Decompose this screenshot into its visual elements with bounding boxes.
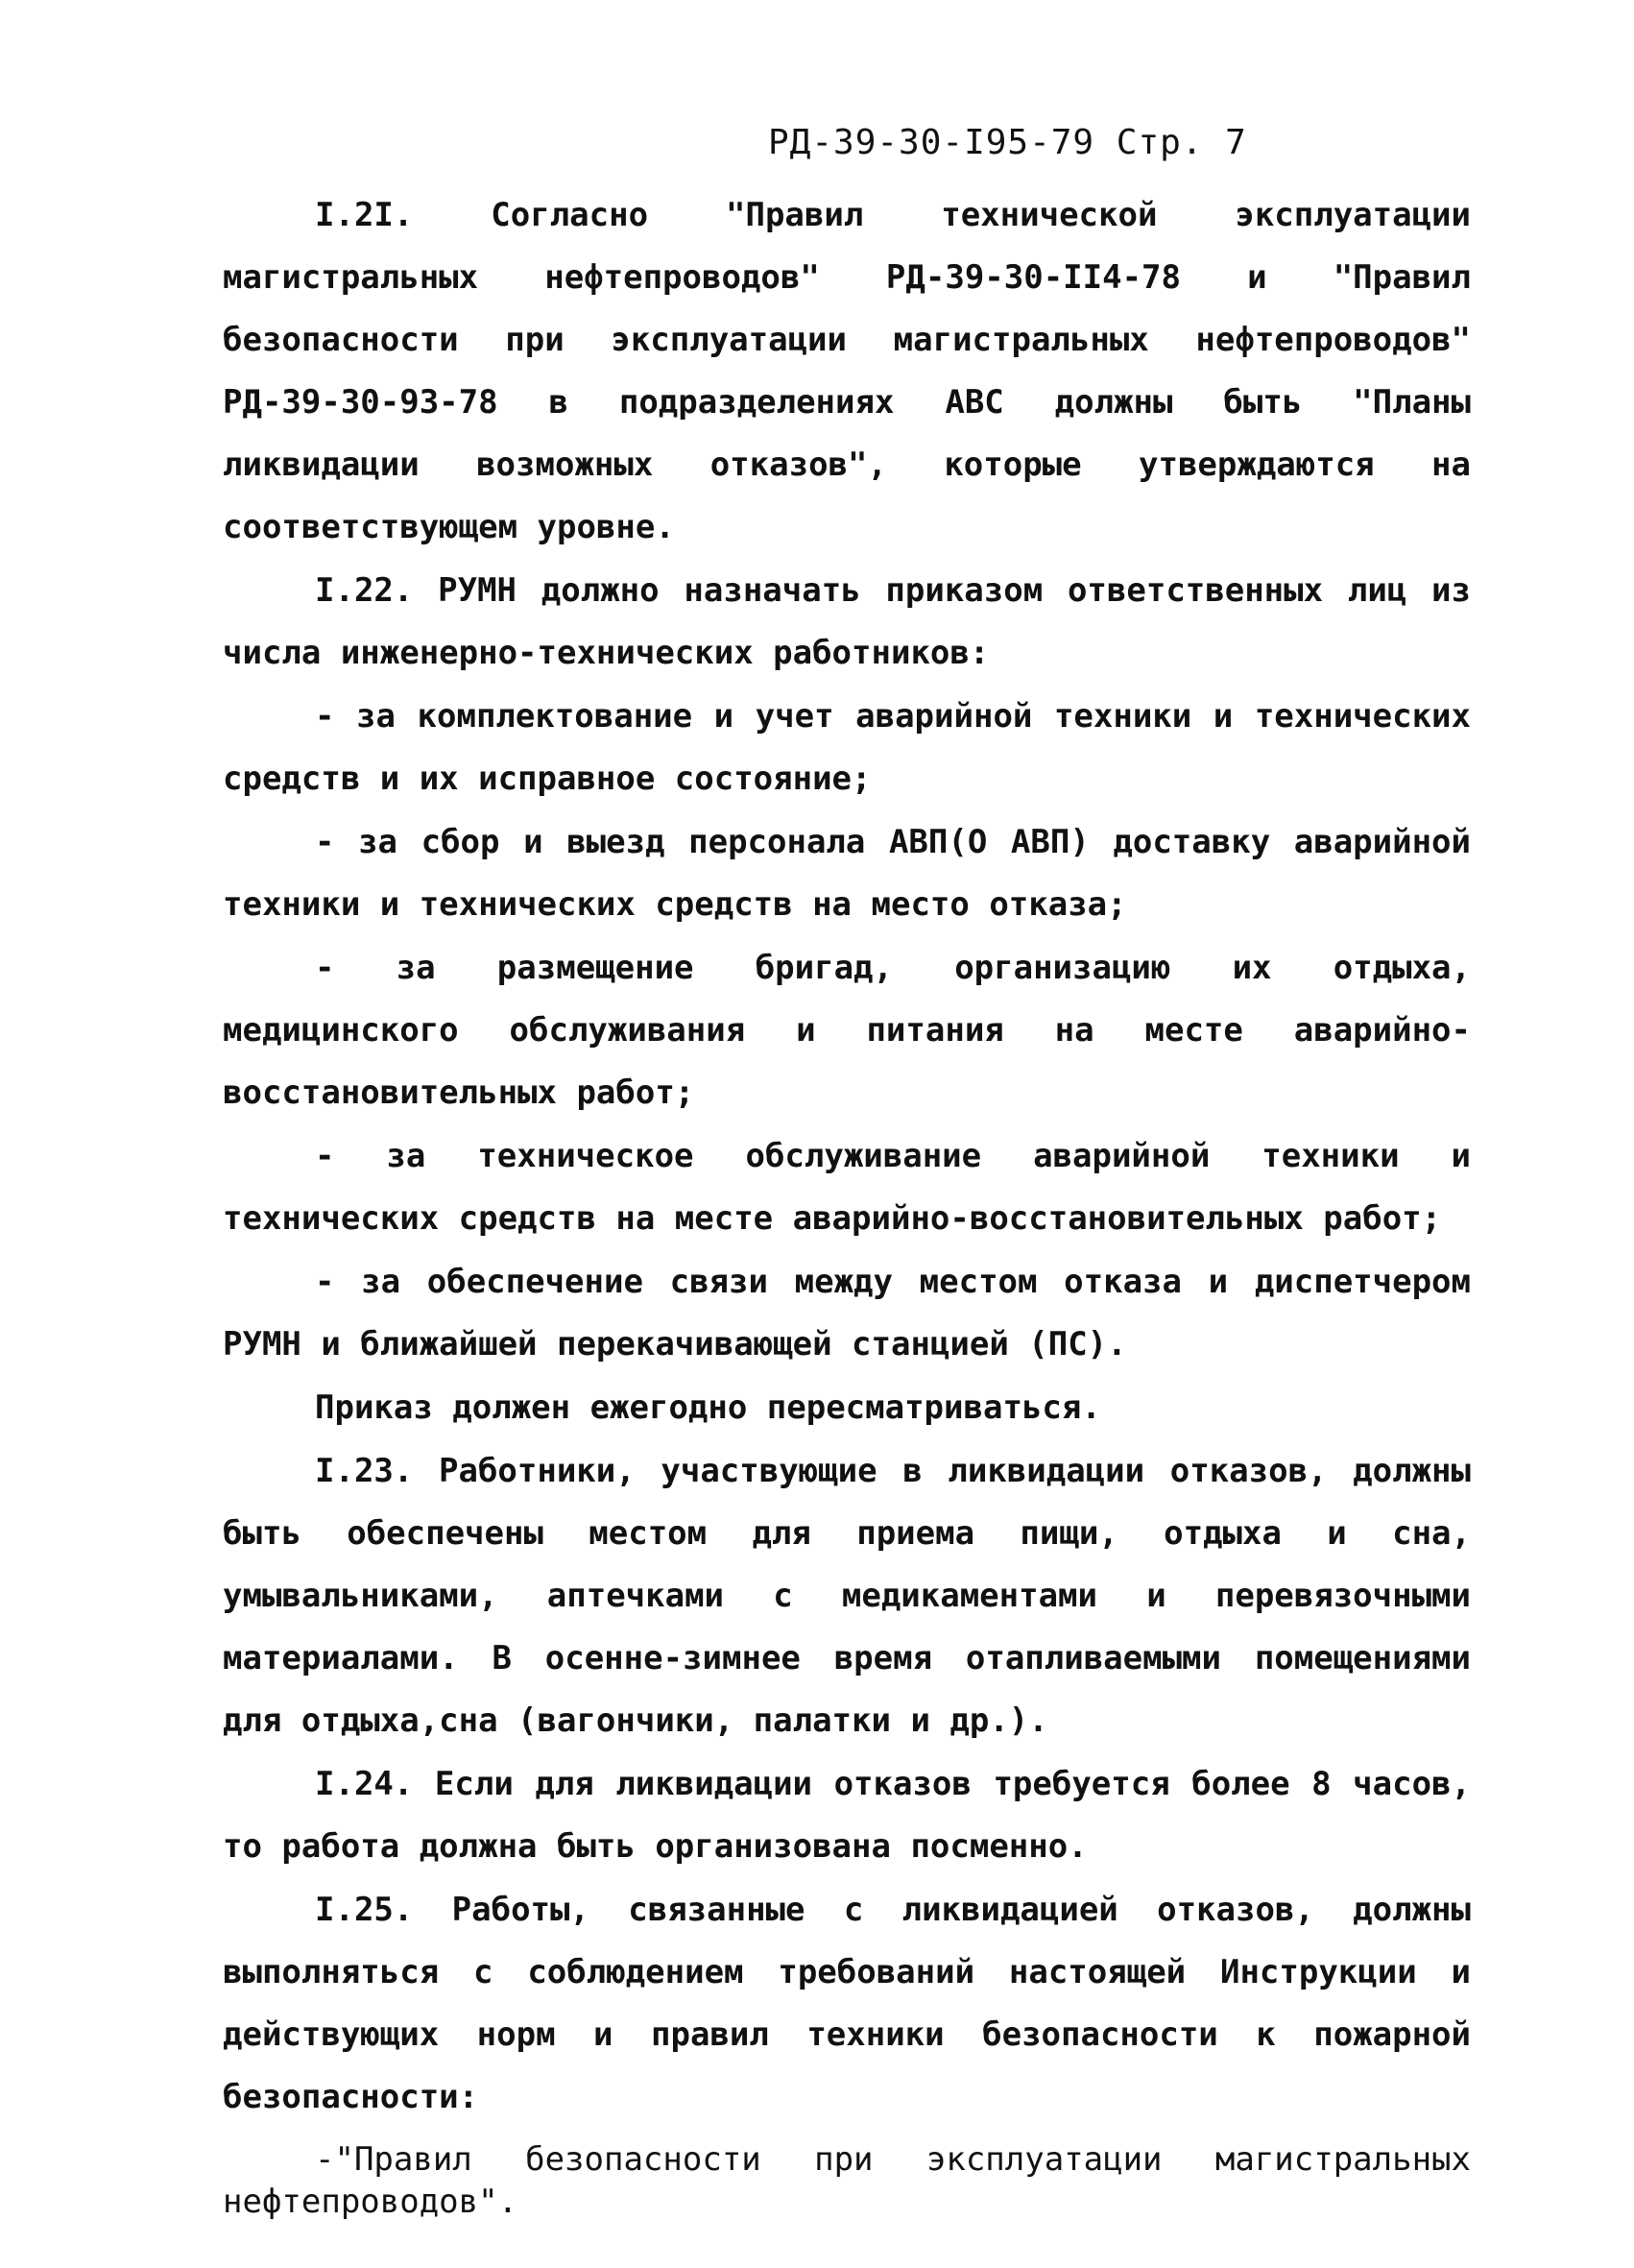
- document-body: [223, 184, 1471, 2224]
- paragraph-1-24: I.24. Если для ликвидации отказов требуется более 8 часов, то работа должна быть организована посменно.: [223, 1765, 1471, 1866]
- page-header: РД-39-30-I95-79 Стр. 7: [768, 123, 1247, 162]
- paragraph-1-21: I.2I. Согласно "Правил технической эксплуатации магистральных нефтепроводов" РД-39-30-II4-78 и "Правил безопасности при эксплуатации магистральных нефтепроводов" РД-39-30-93-78 в подразделениях АВС должны быть "Планы ликвидации возможных отказов", которые утверждаются на соответствующем уровне.: [223, 196, 1471, 546]
- list-item: - за комплектование и учет аварийной техники и технических средств и их исправное состояние;: [223, 697, 1471, 798]
- list-item: - за техническое обслуживание аварийной техники и технических средств на месте аварийно-восстановительных работ;: [223, 1137, 1471, 1238]
- order-note: Приказ должен ежегодно пересматриваться.: [315, 1388, 1101, 1427]
- list-item: - за размещение бригад, организацию их отдыха, медицинского обслуживания и питания на месте аварийно-восстановительных работ;: [223, 949, 1471, 1112]
- list-item: - за сбор и выезд персонала АВП(О АВП) доставку аварийной техники и технических средств на место отказа;: [223, 823, 1471, 924]
- paragraph-1-23: I.23. Работники, участвующие в ликвидации отказов, должны быть обеспечены местом для приема пищи, отдыха и сна, умывальниками, аптечками с медикаментами и перевязочными материалами. В осенне-зимнее время отапливаемыми помещениями для отдыха,сна (вагончики, палатки и др.).: [223, 1452, 1471, 1740]
- paragraph-1-25: I.25. Работы, связанные с ликвидацией отказов, должны выполняться с соблюдением требований настоящей Инструкции и действующих норм и правил техники безопасности к пожарной безопасности:: [223, 1891, 1471, 2116]
- list-item: - за обеспечение связи между местом отказа и диспетчером РУМН и ближайшей перекачивающей станцией (ПС).: [223, 1263, 1471, 1363]
- rules-reference: -"Правил безопасности при эксплуатации магистральных нефтепроводов".: [223, 2140, 1471, 2221]
- paragraph-1-22: I.22. РУМН должно назначать приказом ответственных лиц из числа инженерно-технических работников:: [223, 571, 1471, 672]
